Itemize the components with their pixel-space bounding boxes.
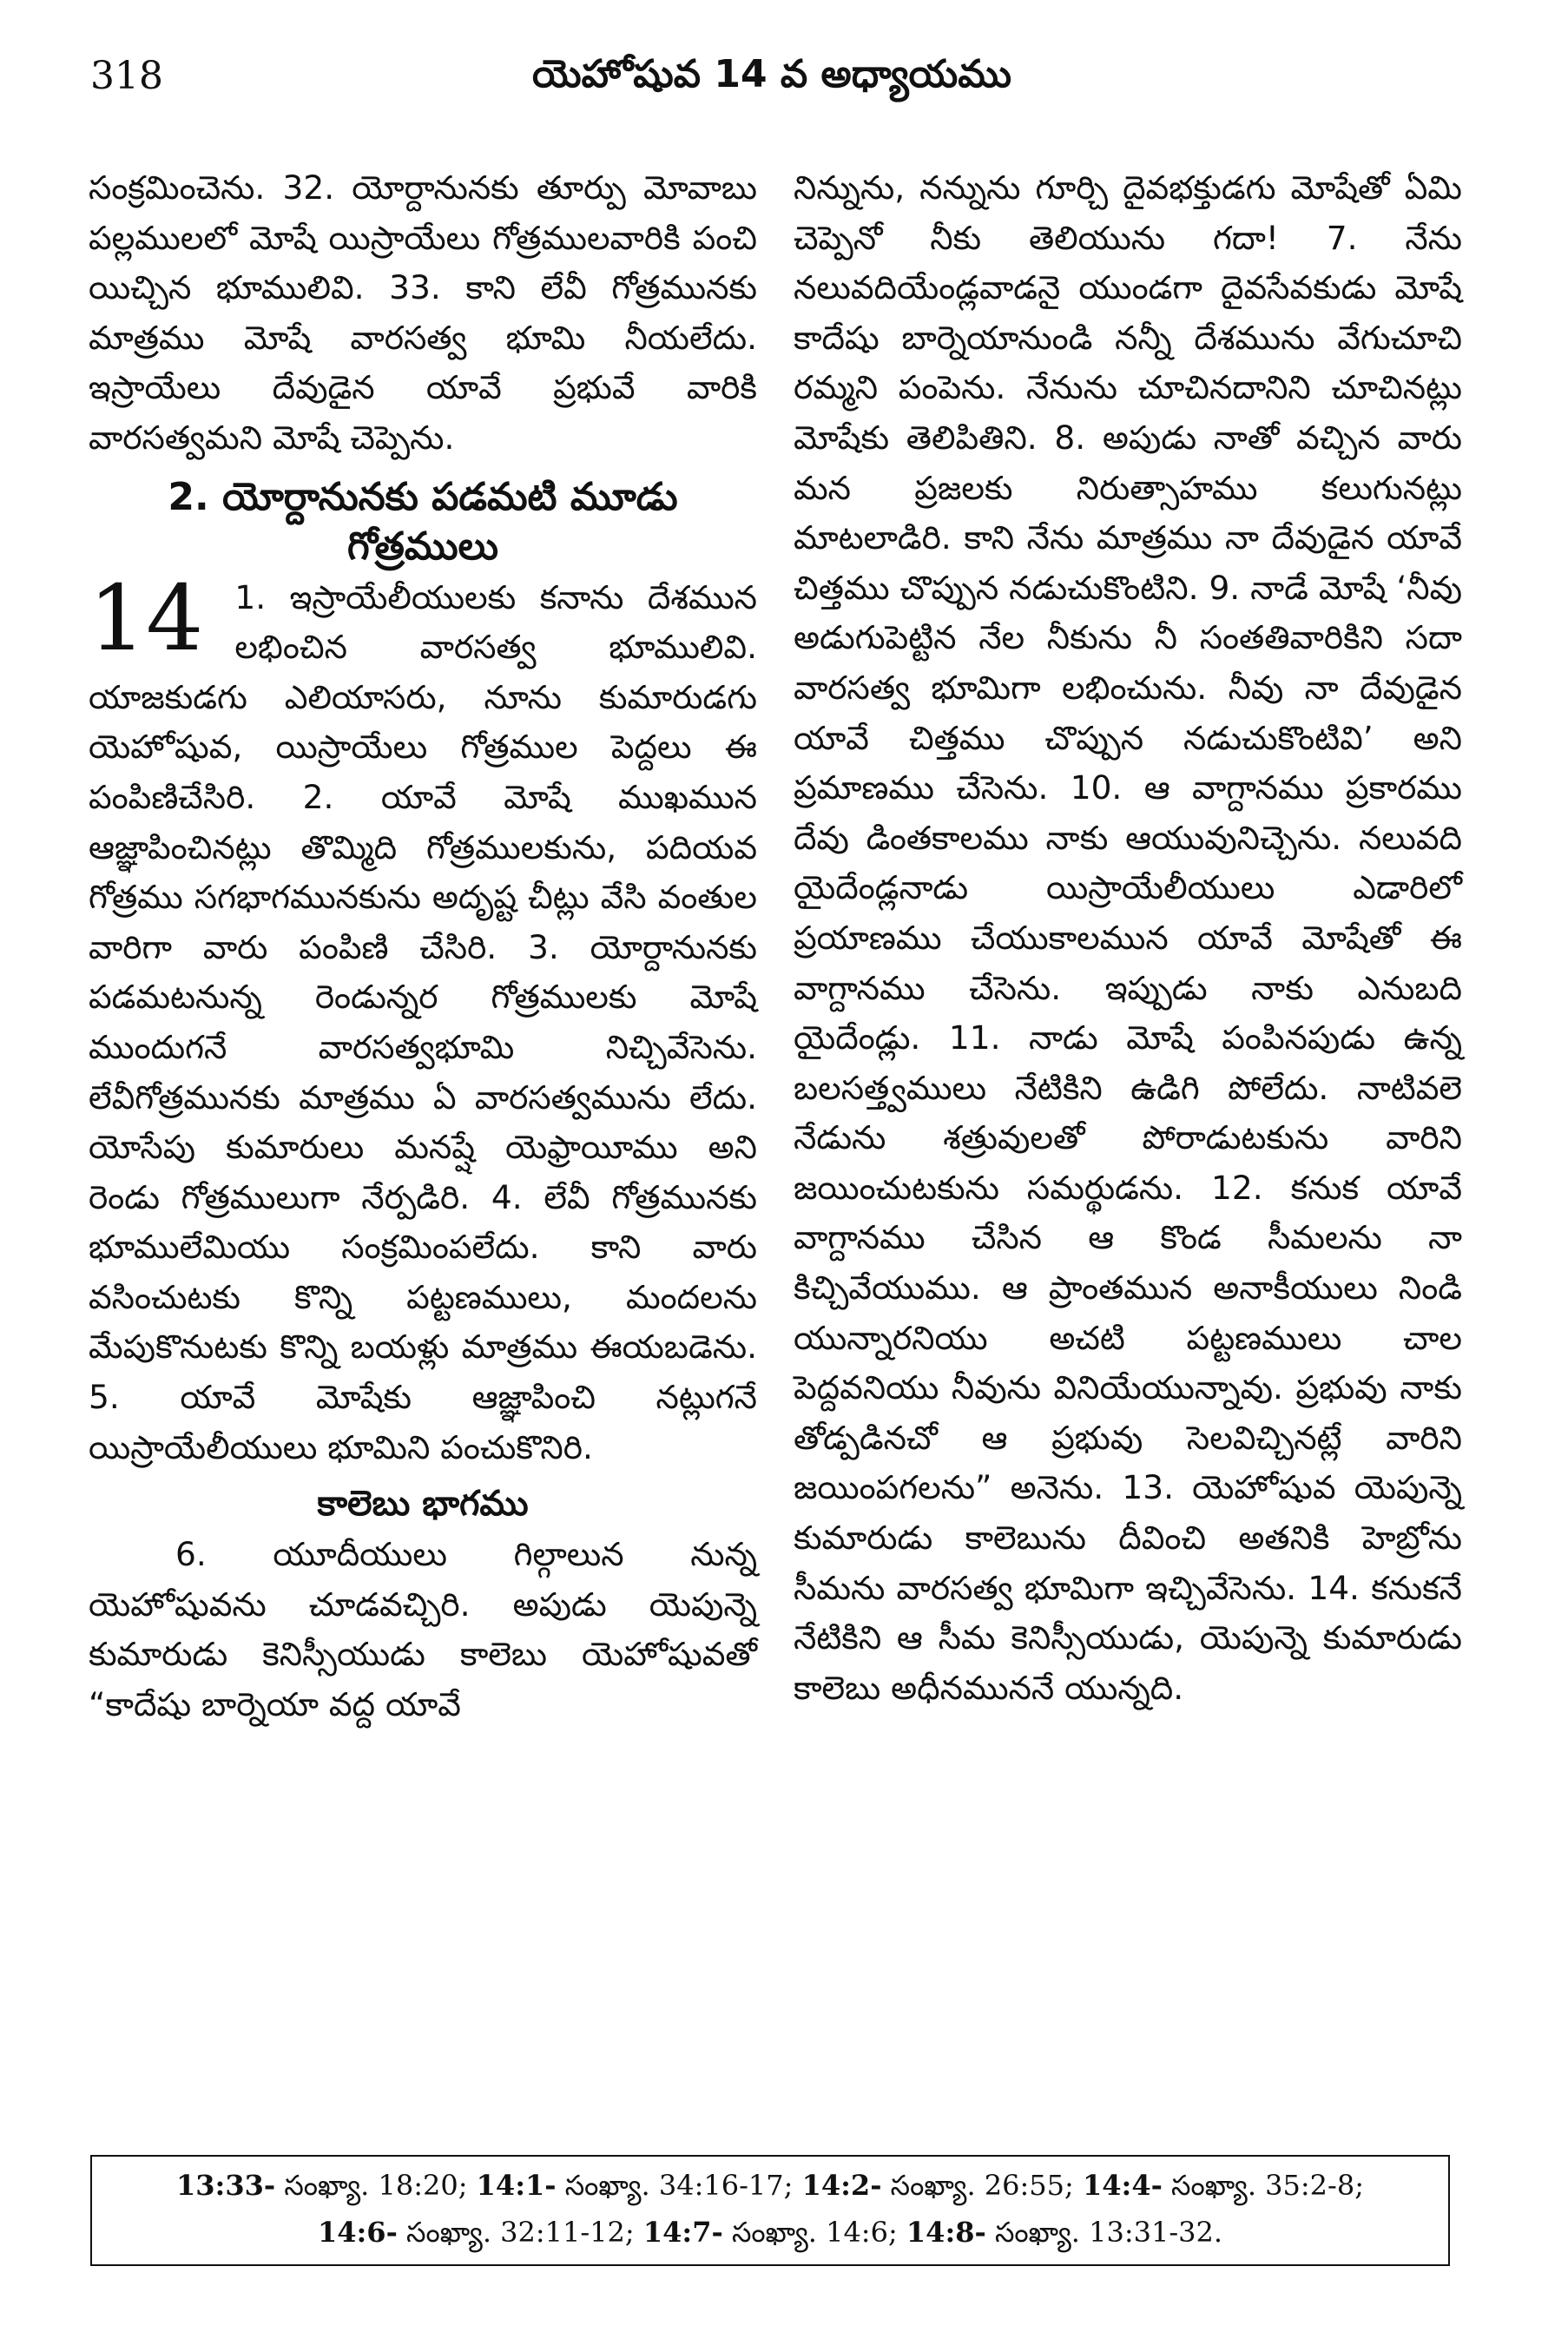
page-header	[90, 54, 1453, 115]
footnote-ref: 14:2-	[801, 2169, 882, 2202]
paragraph: నిన్నును, నన్నును గూర్చి దైవభక్తుడగు మోషేతో ఏమి చెప్పెనో నీకు తెలియును గదా! 7. నేను నలువదియేండ్లవాడనై యుండగా దైవసేవకుడు మోషే కాదేషు బార్నెయానుండి నన్నీ దేశమును వేగుచూచి రమ్మని పంపెను. నేనును చూచినదానిని చూచినట్లు మోషేకు తెలిపితిని. 8. అపుడు నాతో వచ్చిన వారు మన ప్రజలకు నిరుత్సాహము కలుగునట్లు మాటలాడిరి. కాని నేను మాత్రము నా దేవుడైన యావే చిత్తము చొప్పున నడుచుకొంటిని. 9. నాడే మోషే ‘నీవు అడుగుపెట్టిన నేల నీకును నీ సంతతివారికిని సదా వారసత్వ భూమిగా లభించును. నీవు నా దేవుడైన యావే చిత్తము చొప్పున నడుచుకొంటివి’ అని ప్రమాణము చేసెను. 10. ఆ వాగ్దానము ప్రకారము దేవు డింతకాలము నాకు ఆయువునిచ్చెను. నలువది యైదేండ్లనాడు యిస్రాయేలీయులు ఎడారిలో ప్రయాణము చేయుకాలమున యావే మోషేతో ఈ వాగ్దానము చేసెను. ఇప్పుడు నాకు ఎనుబది యైదేండ్లు. 11. నాడు మోషే పంపినపుడు ఉన్న బలసత్త్వములు నేటికిని ఉడిగి పోలేదు. నాటివలె నేడును శత్రువులతో పోరాడుటకును వారిని జయించుటకును సమర్థుడను. 12. కనుక యావే వాగ్దానము చేసిన ఆ కొండ సీమలను నా కిచ్చివేయుము. ఆ ప్రాంతమున అనాకీయులు నిండి యున్నారనియు అచటి పట్టణములు చాల పెద్దవనియు నీవును వినియేయున్నావు. ప్రభువు నాకు తోడ్పడినచో ఆ ప్రభువు సెలవిచ్చినట్లే వారిని జయింపగలను” అనెను. 13. యెహోషువ యెపున్నె కుమారుడు కాలెబును దీవించి అతనికి హెబ్రోను సీమను వారసత్వ భూమిగా ఇచ్చివేసెను. 14. కనుకనే నేటికిని ఆ సీమ కెనిస్సీయుడు, యెపున్నె కుమారుడు కాలెబు అధీనముననే యున్నది.	[794, 168, 1462, 1707]
footnote-ref: 14:4-	[1082, 2169, 1163, 2202]
right-column	[794, 163, 1462, 1713]
footnote-ref: 13:33-	[176, 2169, 276, 2202]
section-title-line: 2. యోర్దానునకు పడమటి మూడు	[168, 474, 678, 519]
footnote-ref: 14:8-	[906, 2216, 986, 2249]
footnote-text: సంఖ్యా. 14:6;	[722, 2216, 906, 2249]
paragraph: సంక్రమించెను. 32. యోర్దానునకు తూర్పు మోవాబు పల్లములలో మోషే యిస్రాయేలు గోత్రములవారికి పంచి యిచ్చిన భూములివి. 33. కాని లేవీ గోత్రమునకు మాత్రము మోషే వారసత్వ భూమి నీయలేదు. ఇస్రాయేలు దేవుడైన యావే ప్రభువే వారికి వారసత్వమని మోషే చెప్పెను.	[89, 168, 757, 457]
footnote-text: సంఖ్యా. 13:31-32.	[985, 2216, 1223, 2249]
sub-heading: కాలెబు భాగము	[317, 1484, 529, 1525]
footnote-ref: 14:6-	[317, 2216, 398, 2249]
footnote-line	[92, 2162, 1448, 2209]
footnote-ref: 14:1-	[476, 2169, 557, 2202]
running-title: యెహోషువ 14 వ అధ్యాయము	[531, 52, 1012, 96]
page-number: 318	[90, 54, 163, 98]
left-column	[89, 163, 757, 1730]
chapter-number: 14	[89, 564, 204, 671]
footnote-ref: 14:7-	[642, 2216, 723, 2249]
paragraph: 6. యూదీయులు గిల్గాలున నున్న యెహోషువను చూడవచ్చిరి. అపుడు యెపున్నె కుమారుడు కెనిస్సీయుడు కాలెబు యెహోషువతో “కాదేషు బార్నెయా వద్ద యావే	[89, 1535, 757, 1724]
paragraph-text: 1. ఇస్రాయేలీయులకు కనాను దేశమున లభించిన వారసత్వ భూములివి. యాజకుడగు ఎలియాసరు, నూను కుమారుడగు యెహోషువ, యిస్రాయేలు గోత్రముల పెద్దలు ఈ పంపిణిచేసిరి. 2. యావే మోషే ముఖమున ఆజ్ఞాపించినట్లు తొమ్మిది గోత్రములకును, పదియవ గోత్రము సగభాగమునకును అదృష్ట చీట్లు వేసి వంతుల వారిగా వారు పంపిణి చేసిరి. 3. యోర్దానునకు పడమటనున్న రెండున్నర గోత్రములకు మోషే ముందుగనే వారసత్వభూమి నిచ్చివేసెను. లేవీగోత్రమునకు మాత్రము ఏ వారసత్వమును లేదు. యోసేపు కుమారులు మనష్షే యెఫ్రాయీము అని రెండు గోత్రములుగా నేర్పడిరి. 4. లేవీ గోత్రమునకు భూములేమియు సంక్రమింపలేదు. కాని వారు వసించుటకు కొన్ని పట్టణములు, మందలను మేపుకొనుటకు కొన్ని బయళ్లు మాత్రము ఈయబడెను. 5. యావే మోషేకు ఆజ్ఞాపించి నట్లుగనే యిస్రాయేలీయులు భూమిని పంచుకొనిరి.	[89, 577, 757, 1466]
section-title	[89, 472, 757, 571]
footnote-line	[92, 2209, 1448, 2256]
footnote-text: సంఖ్యా. 35:2-8;	[1162, 2169, 1364, 2202]
footnote-text: సంఖ్యా. 26:55;	[881, 2169, 1083, 2202]
section-title-line: గోత్రములు	[346, 524, 499, 569]
cross-reference-box	[90, 2155, 1450, 2266]
footnote-text: సంఖ్యా. 32:11-12;	[397, 2216, 643, 2249]
footnote-text: సంఖ్యా. 18:20;	[275, 2169, 477, 2202]
footnote-text: సంఖ్యా. 34:16-17;	[556, 2169, 802, 2202]
chapter-paragraph	[89, 564, 757, 1473]
